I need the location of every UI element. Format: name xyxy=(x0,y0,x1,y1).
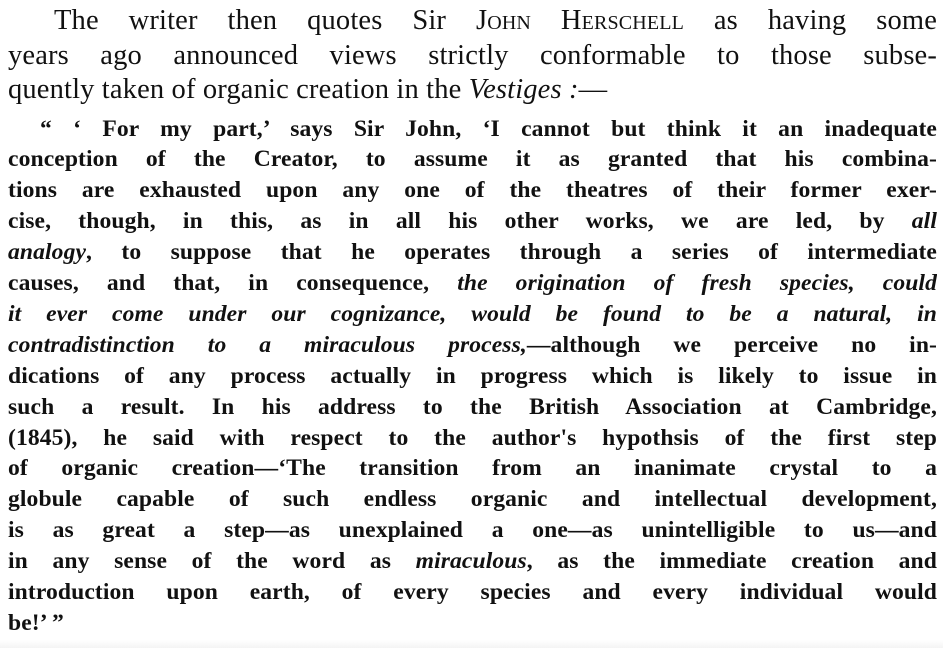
lead-paragraph xyxy=(8,4,937,108)
text-run: causes, and that, in consequence, xyxy=(8,270,458,297)
text-line: (1845), he said with respect to the author's hypothsis of the first step xyxy=(8,424,937,451)
text-line: such a result. In his address to the British Association at Cambridge, xyxy=(8,393,937,420)
italic-run: all xyxy=(911,208,937,235)
author-name-smallcaps: John Herschell xyxy=(475,5,684,36)
text-line: years ago announced views strictly conformable to those subse- xyxy=(8,39,937,71)
italic-run: analogy xyxy=(8,239,87,266)
text-run: as having some xyxy=(683,5,937,36)
text-line: of organic creation—‘The transition from an inanimate crystal to a xyxy=(8,455,937,482)
text-run: cise, though, in this, as in all his other works, we are led, by xyxy=(8,208,912,235)
text-line: tions are exhausted upon any one of the theatres of their former exer- xyxy=(8,177,937,204)
italic-run: it ever come under our cognizance, would be found to be a natural, in xyxy=(8,300,937,327)
text-run: quently taken of organic creation in the xyxy=(8,74,469,105)
text-run: The writer then quotes Sir xyxy=(54,5,476,36)
text-line xyxy=(8,4,937,39)
text-line: be!’ ” xyxy=(8,610,64,636)
text-line: dications of any process actually in progress which is likely to issue in xyxy=(8,362,937,389)
text-run: , as the immediate creation and xyxy=(526,548,937,575)
book-title-italic: Vestiges : xyxy=(468,74,579,105)
text-line xyxy=(8,546,937,577)
text-line: globule capable of such endless organic and intellectual development, xyxy=(8,486,937,513)
text-line: is as great a step—as unexplained a one—as unintelligible to us—and xyxy=(8,517,937,544)
quoted-paragraph xyxy=(8,114,937,639)
page-edge xyxy=(0,640,943,648)
text-line: conception of the Creator, to assume it as granted that his combina- xyxy=(8,146,937,173)
text-line xyxy=(8,268,937,299)
text-line xyxy=(8,206,937,237)
italic-run: contradistinction to a miraculous process, xyxy=(8,331,527,358)
text-line xyxy=(8,237,937,268)
italic-run: the origination of fresh species, could xyxy=(457,270,937,297)
text-line: introduction upon earth, of every species and every individual would xyxy=(8,579,937,606)
text-line xyxy=(8,330,937,361)
text-run: , to suppose that he operates through a series of intermediate xyxy=(86,239,937,266)
text-run: —although we perceive no in- xyxy=(526,331,937,358)
italic-run: miraculous xyxy=(415,548,527,575)
text-run: — xyxy=(578,74,608,105)
text-run: in any sense of the word as xyxy=(8,548,416,575)
text-line: “ ‘ For my part,’ says Sir John, ‘I cannot but think it an inadequate xyxy=(40,115,937,142)
text-line xyxy=(8,299,937,330)
text-line xyxy=(8,73,937,108)
